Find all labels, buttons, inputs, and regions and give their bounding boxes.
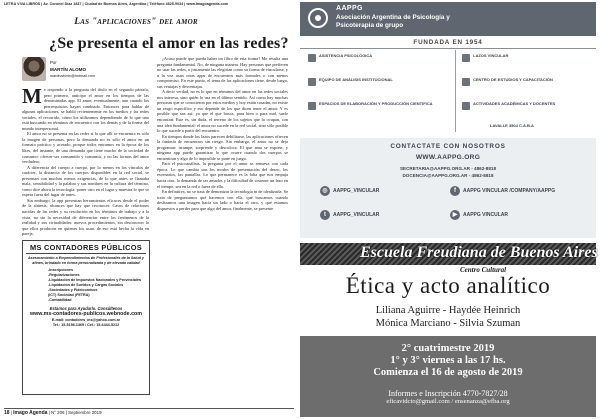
ef-names-1: Liliana Aguirre - Haydée Heinrich <box>375 305 521 316</box>
aappg-header <box>300 2 596 36</box>
contact-email-2[interactable]: DOCENCIA@AAPPG.ORG.AR - 4862-8818 <box>402 173 494 178</box>
paragraph: En definitiva, no se trata de demonizar la tecnología ni de idealizarla. Se trata de preguntarnos qué hacemos con ella, qué buscamos cuando deslizamos una imagen hacia un lado o hacia el otro, y qué estamos dispuestos a perder para que algo del amor, finalmente, se presente. <box>157 189 288 211</box>
aappg-ad <box>300 2 596 238</box>
service-icon <box>308 102 316 110</box>
issue-info: N° 206 | Septiembre 2019 <box>51 410 102 415</box>
ef-banner <box>300 243 596 265</box>
aappg-name-line1: Asociación Argentina de Psicología y <box>336 14 450 21</box>
service-icon <box>462 102 470 110</box>
author-photo <box>22 57 46 81</box>
contact-band <box>300 138 596 238</box>
ef-center-label: Centro Cultural <box>460 266 507 274</box>
drop-cap: M <box>22 87 42 108</box>
service-label: LAZOS VINCULAR <box>473 53 509 58</box>
paragraph: A diferencia del cuerpo a cuerpo, por lo menos en los vínculos de carácter, la distancia de los cuerpos disponibles en la red social, se presentan con muchas menos exigencias, de lo que antes se llamaba mala, sensibilidad y la palabra y sus nombres en la cultura del término, como dice ahora la tecnología: poner otro en el lugar y muestra lo que se espera fuera del lugar de antes. <box>22 164 149 198</box>
ad-email[interactable]: E-mail: contadores_ms@yahoo.com.ar <box>51 317 121 322</box>
article-title: ¿Se presenta el amor en las redes? <box>49 35 289 52</box>
section-heading <box>56 17 216 27</box>
page-number: 18 <box>4 410 10 416</box>
social-label: AAPPG VINCULAR /COMPANY/AAPPG <box>463 188 556 194</box>
contact-email-1[interactable]: SECRETARIA@AAPPG.ORG.AR - 4862-8818 <box>399 166 497 171</box>
aappg-founded: FUNDADA EN 1954 <box>300 39 596 49</box>
ef-info: Informes e Inscripción 4770-7827/28 <box>388 389 508 398</box>
instagram-icon: ◎ <box>320 186 330 196</box>
service-label: EQUIPO DE ANÁLISIS INSTITUCIONAL <box>319 77 393 82</box>
author-block <box>22 57 102 87</box>
facebook-icon: f <box>450 186 460 196</box>
youtube-icon: ▶ <box>450 210 460 220</box>
magazine-name: Imago Agenda <box>13 410 48 416</box>
ef-term: 2° cuatrimestre 2019 <box>401 343 495 354</box>
paragraph: ¿Acaso puede que pueda haber un filtro de esta forma? Me resulta una pregunta fundamental. No, de ninguna manera. Hay personas que prefieren no usar las redes, o justamente las elegirían como su forma de vincularse, y a la vez usan otras apps de encuentros más formales o con menos compromiso. En este punto, el tema de las aplicaciones tiene, desde luego, sus ventajas y desventajas. <box>157 56 288 89</box>
service-icon <box>462 78 470 86</box>
escuela-freudiana-ad <box>300 243 596 417</box>
section-word: "aplicaciones" <box>91 17 157 27</box>
author-role: Por <box>50 60 57 65</box>
author-email[interactable]: martinalomo@hotmail.com <box>50 74 96 78</box>
service-label: ASISTENCIA PSICOLÓGICA <box>319 53 373 58</box>
ef-dates-panel <box>300 336 596 417</box>
ef-start-date: Comienza el 16 de agosto de 2019 <box>373 367 523 378</box>
aappg-name-line2: Psicoterapia de grupo <box>336 21 404 29</box>
twitter-icon: t <box>320 210 330 220</box>
paragraph: En tiempos donde los lazos parecen debilitarse, las aplicaciones ofrecen la fantasía de encuentros sin riesgo. Sin embargo, el amor no se deja programar: irrumpe, sorprende y descoloca. El que ama se expone, y ninguna app puede garantizar lo que ocurre cuando dos cuerpos se encuentran y algo de lo imposible se pone en juego. <box>157 133 288 161</box>
ef-title: Ética y acto analítico <box>345 273 551 298</box>
website-link[interactable]: WWW.AAPPG.ORG <box>415 154 481 161</box>
paragraph: Sin embargo, la app presentan herramientas eficaces desde el poder de la síntesis, alcances que hay que reconocer. Casos de relaciones nacidas de las redes y su resolución en los términos de trabajo y a la vista, no sin la necesidad de diferenciar entre los fenómenos de la realidad y sus virtualidades: nuevos procedimientos, sin desconocer lo que ellos producen en quienes los usan, de eso está hecha la vida en pareja. <box>22 197 149 237</box>
social-label: AAPPG VINCULAR <box>463 212 509 218</box>
aappg-name <box>336 14 450 29</box>
paragraph: Para el psicoanálisis, la pregunta por el amor se renueva con cada época. Lo que cambia son los modos de presentación del deseo, los escenarios, las pantallas. Lo que permanece es la falta que nos empuja hacia otro, la demanda de ser amados y la dificultad de sostener un lazo en el tiempo, sea en la red o fuera de ella. <box>157 161 288 189</box>
service-label: ESPACIOS DE ELABORACIÓN Y PRODUCCIÓN CIENTÍFICA <box>319 101 433 106</box>
social-label: AAPPG_VINCULAR <box>333 212 380 218</box>
aappg-logo-icon <box>308 8 328 28</box>
ef-email[interactable]: eficavidcto@gmail.com / ensenanza@efba.org <box>386 398 510 405</box>
service-label: ACTIVIDADES ACADÉMICAS Y DOCENTES <box>473 101 556 106</box>
service-icon <box>308 54 316 62</box>
list-item: -Sociedades y Fideicomisos <box>48 287 98 292</box>
ef-names-2: Mónica Marciano - Silvia Szuman <box>375 318 521 329</box>
ad-title: MS CONTADORES PÚBLICOS <box>26 243 146 254</box>
service-icon <box>308 78 316 86</box>
section-prefix: Las <box>74 17 90 27</box>
section-suffix: del amor <box>159 17 198 27</box>
contadores-ad <box>22 240 150 395</box>
ad-phone: Tel.: 15-5156-1369 / Cel.: 15-4444-5212 <box>52 323 120 328</box>
ad-invite: Estamos para Ayudarlo. Consúltenos <box>49 305 123 311</box>
list-item: -Contabilidad <box>48 297 72 302</box>
author-name: MARTÍN ALOMO <box>50 67 87 72</box>
ad-subtitle: Asesoramiento a Emprendimientos de Profesionales de la Salud y afines, brindado en forma personalizada y de elevada calidad <box>28 256 144 265</box>
divider <box>455 50 456 132</box>
paragraph: Me respondo a la pregunta del título en el segundo párrafo, pero primero, anticipo el amor en los tiempos de las denominadas app. El amor, eventualmente, aun cuando los prerrequisitos hayan cambiado. Entonces para hablar de algunas aplicaciones, se habló recientemente en los medios y las redes sociales, el recorrido, cómo los utilizamos dependiendo de lo que uno está buscando en términos de encuentro con los demás y de la forma del mundo interpersonal. <box>22 87 149 131</box>
article-column-1 <box>22 87 149 237</box>
list-item: -Regularizaciones <box>48 273 80 278</box>
ef-schedule: 1° y 3° viernes a las 17 hs. <box>390 355 506 366</box>
address-label: LAVALLE 3504 C.A.B.A <box>490 123 534 128</box>
list-item: -Inscripciones <box>48 268 74 273</box>
article-column-2 <box>157 56 288 396</box>
ef-banner-title: Escuela Freudiana de Buenos Aires <box>360 244 598 261</box>
paragraph: El amor no se presenta en las redes si lo que allí se encuentra es sólo la imagen de personas, pero la demanda no es sólo el amor en un formato práctico y acotado, porque todos entramos en la época de los likes, del instante, de una demanda que tiene mucho de la sociedad de consumo: ofrecer-ser consumido y consumir, y no las formas del amor verdadero. <box>22 131 149 165</box>
ad-website-link[interactable]: www.ms-contadores-publicos.webnode.com <box>30 310 142 317</box>
contact-title: CONTACTATE CON NOSOTROS <box>390 143 506 150</box>
list-item: -Liquidación de Sueldos y Cargas Sociales <box>48 282 124 287</box>
aappg-acronym: AAPPG <box>336 5 363 12</box>
social-label: AAPPG_VINCULAR <box>333 188 380 194</box>
page-footer: 18 | Imago Agenda | N° 206 | Septiembre 2019 <box>4 408 294 416</box>
service-icon <box>462 54 470 62</box>
article-page <box>4 2 294 417</box>
service-label: CENTRO DE ESTUDIOS Y CAPACITACIÓN <box>473 77 553 82</box>
list-item: -Liquidación de Impuestos Nacionales y Provinciales <box>48 278 142 282</box>
ad-services-list <box>48 268 146 302</box>
masthead: LETRA VIVA LIBROS | Av. Coronel Díaz 1837 | Ciudad de Buenos Aires, Argentina | Teléfono 4825-9034 | www.imagoagenda.com <box>4 2 229 6</box>
list-item: (ICT) Sociedad (FETRA) <box>48 292 90 297</box>
paragraph: A decir verdad, no es lo que en términos del amor en las redes sociales nos interesa, sino quién lo usa en el último sentido. Así como hay muchas personas que se conocieron por estos medios y hoy están casadas, no existe un rasgo específico y eso depende de los que dicen tener el amor. Y es posible que sea así; ya que el que busca, para bien o para mal, suele encontrar. Este es, sin duda, el terreno de los sujetos que lo ocupan, con una idea fundamental: el amor no sucede en la red social, sino sólo posible lo que sucede a partir del encuentro. <box>157 89 288 134</box>
